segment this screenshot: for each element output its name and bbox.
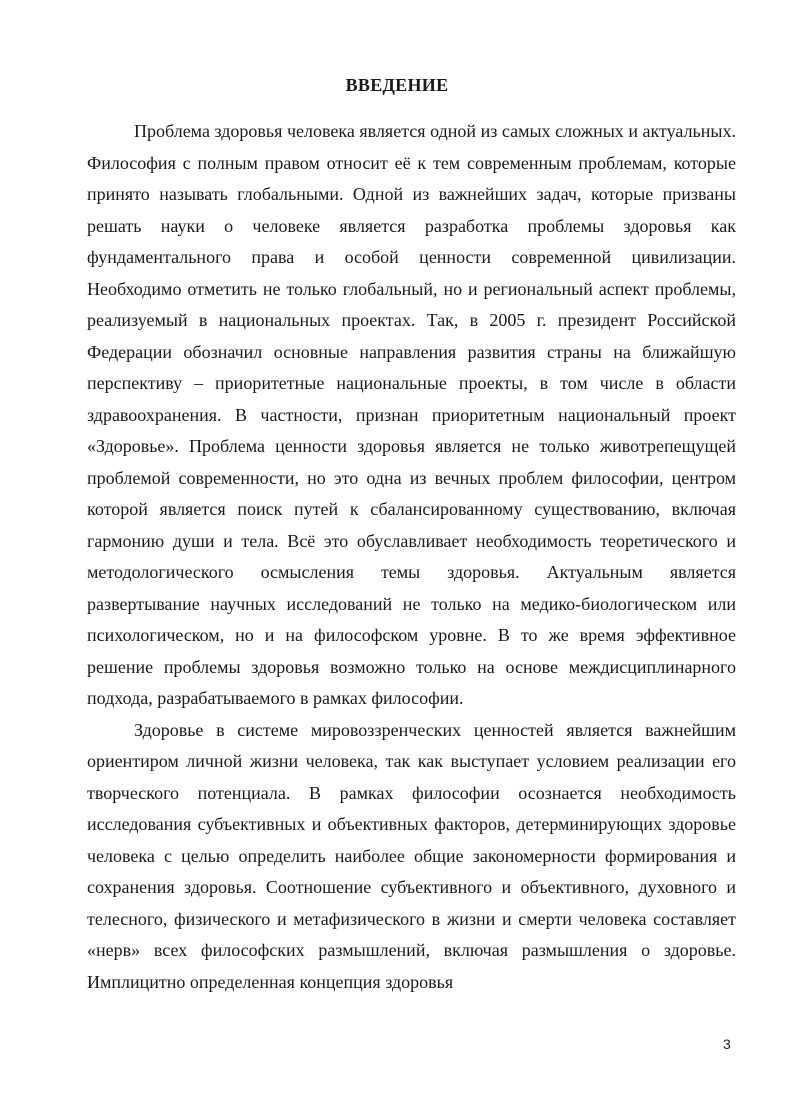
body-text bbox=[87, 116, 736, 998]
paragraph-2: Здоровье в системе мировоззренческих ценностей является важнейшим ориентиром личной жизни человека, так как выступает условием реализации его творческого потенциала. В рамках философии осознается необходимость исследования субъективных и объективных факторов, детерминирующих здоровье человека с целью определить наиболее общие закономерности формирования и сохранения здоровья. Соотношение субъективного и объективного, духовного и телесного, физического и метафизического в жизни и смерти человека составляет «нерв» всех философских размышлений, включая размышления о здоровье. Имплицитно определенная концепция здоровья bbox=[87, 719, 736, 992]
page-title: ВВЕДЕНИЕ bbox=[345, 75, 449, 95]
paragraph-1: Проблема здоровья человека является одной из самых сложных и актуальных. Философия с полным правом относит её к тем современным проблемам, которые принято называть глобальными. Одной из важнейших задач, которые призваны решать науки о человеке является разработка проблемы здоровья как фундаментального права и особой ценности современной цивилизации. Необходимо отметить не только глобальный, но и региональный аспект проблемы, реализуемый в национальных проектах. Так, в 2005 г. президент Российской Федерации обозначил основные направления развития страны на ближайшую перспективу – приоритетные национальные проекты, в том числе в области здравоохранения. В частности, признан приоритетным национальный проект «Здоровье». Проблема ценности здоровья является не только животрепещущей проблемой современности, но это одна из вечных проблем философии, центром которой является поиск путей к сбалансированному существованию, включая гармонию души и тела. Всё это обуславливает необходимость теоретического и методологического осмысления темы здоровья. Актуальным является развертывание научных исследований не только на медико-биологическом или психологическом, но и на философском уровне. В то же время эффективное решение проблемы здоровья возможно только на основе междисциплинарного подхода, разрабатываемого в рамках философии. bbox=[87, 121, 736, 708]
page-number: 3 bbox=[723, 1036, 731, 1052]
